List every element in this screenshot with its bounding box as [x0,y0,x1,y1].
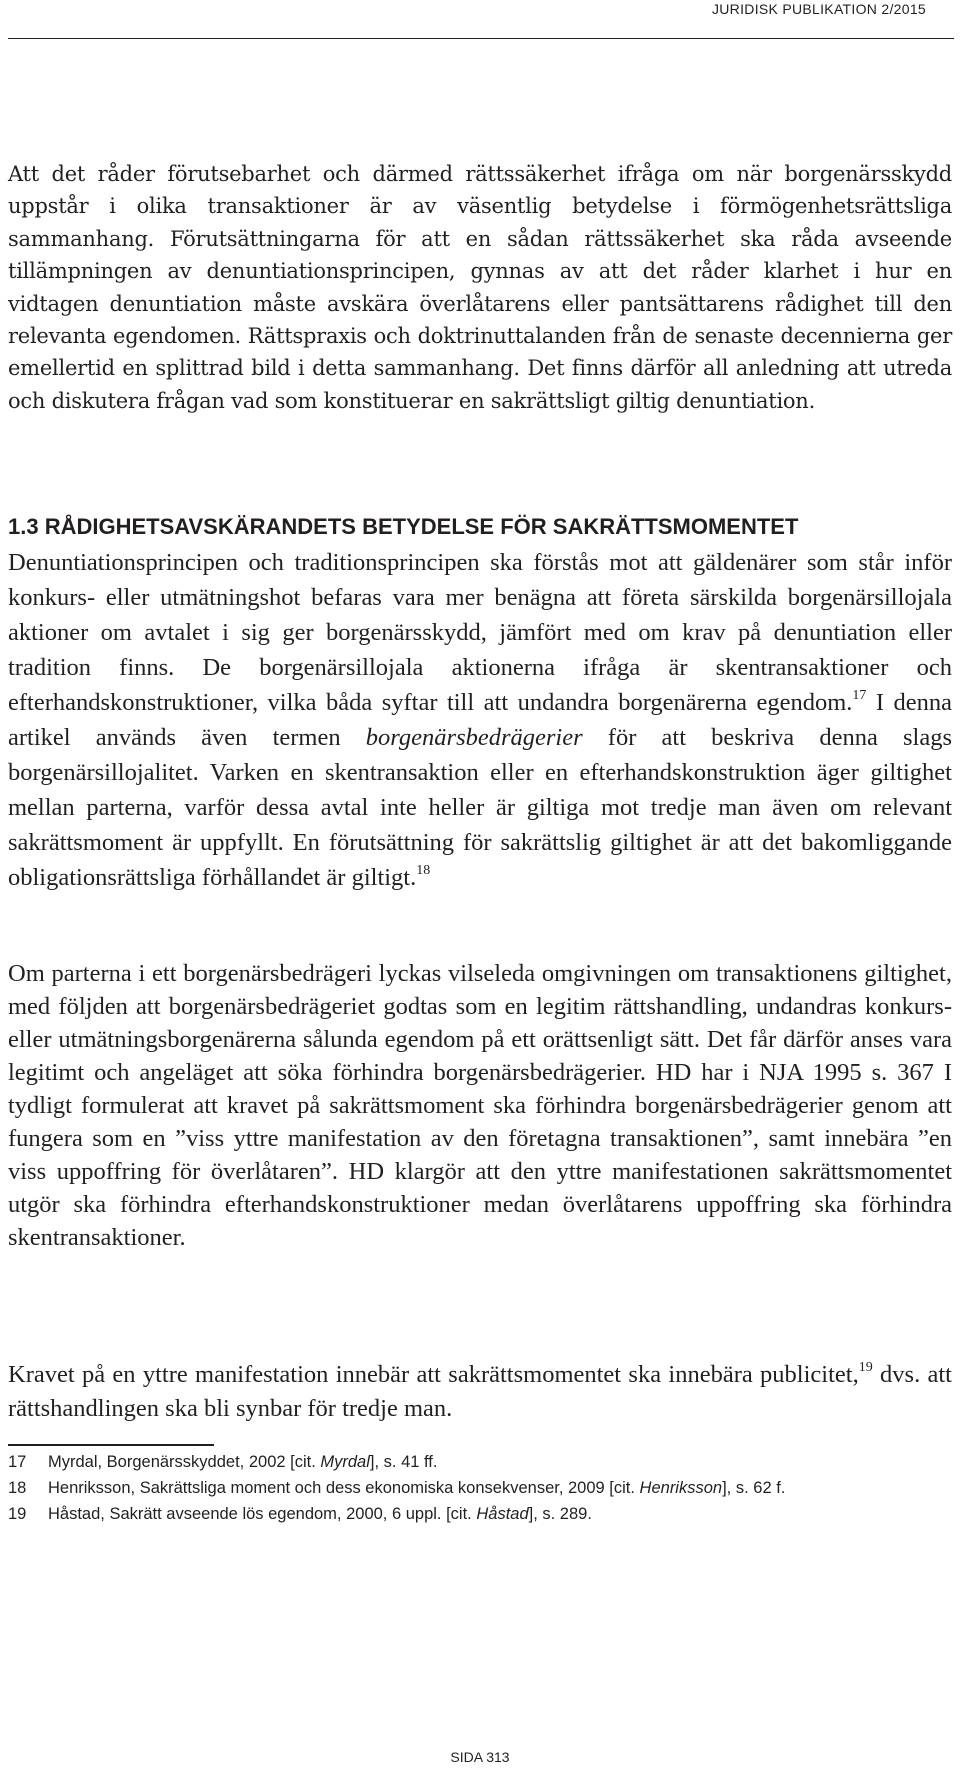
footnote-17 [8,1449,952,1475]
paragraph-2-text-b: I denna artikel används även termen [8,689,952,751]
footnote-18 [8,1475,952,1501]
footnote-text-a: Håstad, Sakrätt avseende lös egendom, 2000, 6 uppl. [cit. [48,1505,477,1523]
footnote-ref-18: 18 [416,863,431,878]
footnote-text-b: ], s. 62 f. [722,1479,786,1497]
section-heading: 1.3 RÅDIGHETSAVSKÄRANDETS BETYDELSE FÖR SAKRÄTTSMOMENTET [8,514,799,539]
term-emphasis: borgenärsbedrägerier [365,724,583,751]
paragraph-2-text-c: för att beskriva denna slags borgenärsillojalitet. Varken en skentransaktion eller en efterhandskonstruktion äger giltighet mellan parterna, varför dessa avtal inte heller är giltiga mot tredje man även om relevant sakrättsmoment är uppfyllt. En förutsättning för sakrättslig giltighet är att det bakomliggande obligationsrättsliga förhållandet är giltigt. [8,724,952,891]
footnote-text-a: Myrdal, Borgenärsskyddet, 2002 [cit. [48,1453,321,1471]
footnote-ref-19: 19 [858,1360,873,1375]
paragraph-3: Om parterna i ett borgenärsbedrägeri lyckas vilseleda omgivningen om transaktionens giltighet, med följden att borgenärsbedrägeriet godtas som en legitim rättshandling, undandras konkurs- eller utmätningsborgenärerna sålunda egendom på ett orättsenligt sätt. Det får därför anses vara legitimt och angeläget att söka förhindra borgenärsbedrägerier. HD har i NJA 1995 s. 367 I tydligt formulerat att kravet på sakrättsmoment ska förhindra borgenärsbedrägerier genom att fungera som en ”viss yttre manifestation av den företagna transaktionen”, samt innebära ”en viss uppoffring för överlåtaren”. HD klargör att den yttre manifestationen sakrättsmomentet utgör ska förhindra efterhandskonstruktioner medan överlåtarens uppoffring ska förhindra skentransaktioner. [8,960,952,1251]
paragraph-4-text-a: Kravet på en yttre manifestation innebär att sakrättsmomentet ska innebära publicitet, [8,1361,859,1388]
footnote-citation: Myrdal [320,1453,370,1471]
footnote-number: 17 [8,1453,27,1471]
paragraph-4 [8,1358,952,1426]
footnote-number: 19 [8,1505,27,1523]
paragraph-4-text-b: dvs. att rättshandlingen ska bli synbar för tredje man. [8,1361,952,1422]
footnote-citation: Håstad [476,1505,529,1523]
footnote-ref-17: 17 [852,688,867,703]
footnote-number: 18 [8,1479,27,1497]
footnote-citation: Henriksson [639,1479,723,1497]
header-divider [8,38,954,39]
footnotes [8,1449,952,1527]
footnote-text [48,1475,952,1501]
running-header: JURIDISK PUBLIKATION 2/2015 [711,1,926,17]
page-number: SIDA 313 [450,1749,510,1765]
paragraph-2 [8,545,952,895]
footnote-text [48,1501,952,1527]
paragraph-1: Att det råder förutsebarhet och därmed rättssäkerhet ifråga om när borgenärsskydd uppstår i olika transaktioner är av väsentlig betydelse i förmögenhetsrättsliga sammanhang. Förutsättningarna för att en sådan rättssäkerhet ska råda avseende tillämpningen av denuntiationsprincipen, gynnas av att det råder klarhet i hur en vidtagen denuntiation måste avskära överlåtarens eller pantsättarens rådighet till den relevanta egendomen. Rättspraxis och doktrinuttalanden från de senaste decennierna ger emellertid en splittrad bild i detta sammanhang. Det finns därför all anledning att utreda och diskutera frågan vad som konstituerar en sakrättsligt giltig denuntiation. [8,162,952,413]
paragraph-2-text-a: Denuntiationsprincipen och traditionsprincipen ska förstås mot att gäldenärer som står inför konkurs- eller utmätningshot befaras vara mer benägna att företa särskilda borgenärsillojala aktioner om avtalet i sig ger borgenärsskydd, jämfört med om krav på denuntiation eller tradition finns. De borgenärsillojala aktionerna ifråga är skentransaktioner och efterhandskonstruktioner, vilka båda syftar till att undandra borgenärerna egendom. [8,549,952,716]
footnote-text-a: Henriksson, Sakrättsliga moment och dess ekonomiska konsekvenser, 2009 [cit. [48,1479,640,1497]
footnote-divider [8,1444,214,1446]
footnote-text-b: ], s. 41 ff. [369,1453,438,1471]
footnote-text-b: ], s. 289. [528,1505,592,1523]
footnote-text [48,1449,952,1475]
footnote-19 [8,1501,952,1527]
